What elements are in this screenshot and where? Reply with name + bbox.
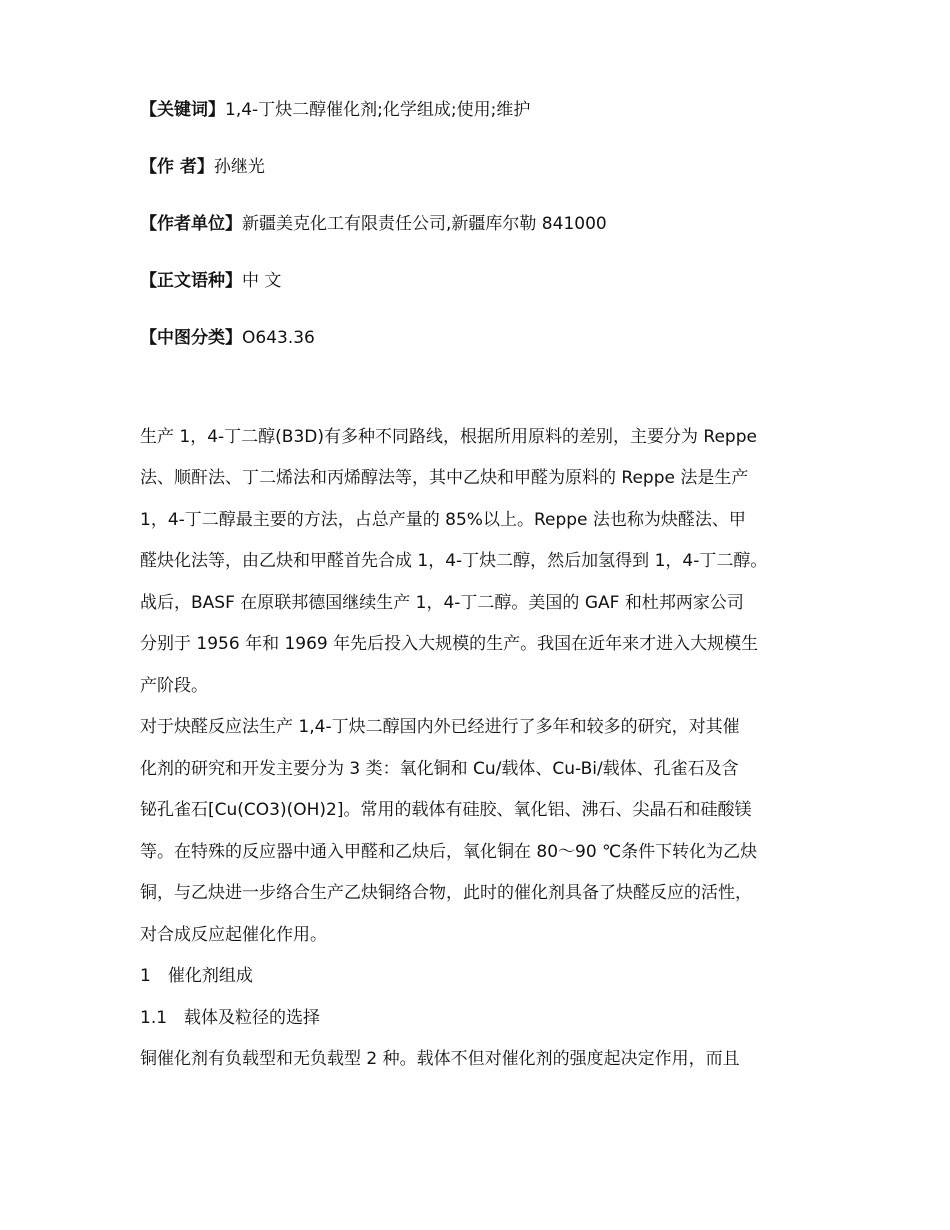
author-label: 【作 者】 [140, 157, 214, 177]
body-line: 1，4-丁二醇最主要的方法，占总产量的 85%以上。Reppe 法也称为炔醛法、甲 [140, 510, 746, 530]
body-line: 对于炔醛反应法生产 1,4-丁炔二醇国内外已经进行了多年和较多的研究，对其催 [140, 717, 740, 737]
body-line: 战后，BASF 在原联邦德国继续生产 1，4-丁二醇。美国的 GAF 和杜邦两家公司 [140, 593, 744, 613]
body-line: 法、顺酐法、丁二烯法和丙烯醇法等，其中乙炔和甲醛为原料的 Reppe 法是生产 [140, 468, 749, 488]
body-line: 醛炔化法等，由乙炔和甲醛首先合成 1，4-丁炔二醇，然后加氢得到 1，4-丁二醇。 [140, 551, 768, 571]
keywords-line [140, 98, 530, 122]
body-line: 铜，与乙炔进一步络合生产乙炔铜络合物，此时的催化剂具备了炔醛反应的活性， [140, 883, 752, 903]
body-line: 铜催化剂有负载型和无负载型 2 种。载体不但对催化剂的强度起决定作用，而且 [140, 1049, 740, 1069]
body-line: 分别于 1956 年和 1969 年先后投入大规模的生产。我国在近年来才进入大规模生 [140, 634, 759, 654]
language-value: 中 文 [242, 271, 282, 291]
affiliation-value: 新疆美克化工有限责任公司,新疆库尔勒 841000 [242, 214, 607, 234]
keywords-value: 1,4-丁炔二醇催化剂;化学组成;使用;维护 [225, 100, 531, 120]
body-line: 化剂的研究和开发主要分为 3 类：氧化铜和 Cu/载体、Cu-Bi/载体、孔雀石及含 [140, 759, 739, 779]
body-line: 生产 1，4-丁二醇(B3D)有多种不同路线，根据所用原料的差别，主要分为 Reppe [140, 427, 757, 447]
language-line [140, 269, 281, 293]
classification-value: O643.36 [242, 328, 315, 348]
affiliation-label: 【作者单位】 [140, 214, 242, 234]
subsection-heading: 1.1 载体及粒径的选择 [140, 1008, 321, 1028]
section-heading: 1 催化剂组成 [140, 966, 253, 986]
classification-line [140, 326, 315, 350]
author-line [140, 155, 265, 179]
classification-label: 【中图分类】 [140, 328, 242, 348]
body-line: 对合成反应起催化作用。 [140, 925, 327, 945]
affiliation-line [140, 212, 607, 236]
body-line: 铋孔雀石[Cu(CO3)(OH)2]。常用的载体有硅胶、氧化铝、沸石、尖晶石和硅酸镁 [140, 800, 752, 820]
keywords-label: 【关键词】 [140, 100, 225, 120]
body-line: 产阶段。 [140, 676, 208, 696]
language-label: 【正文语种】 [140, 271, 242, 291]
author-value: 孙继光 [213, 157, 265, 177]
body-line: 等。在特殊的反应器中通入甲醛和乙炔后，氧化铜在 80～90 ℃条件下转化为乙炔 [140, 842, 758, 862]
